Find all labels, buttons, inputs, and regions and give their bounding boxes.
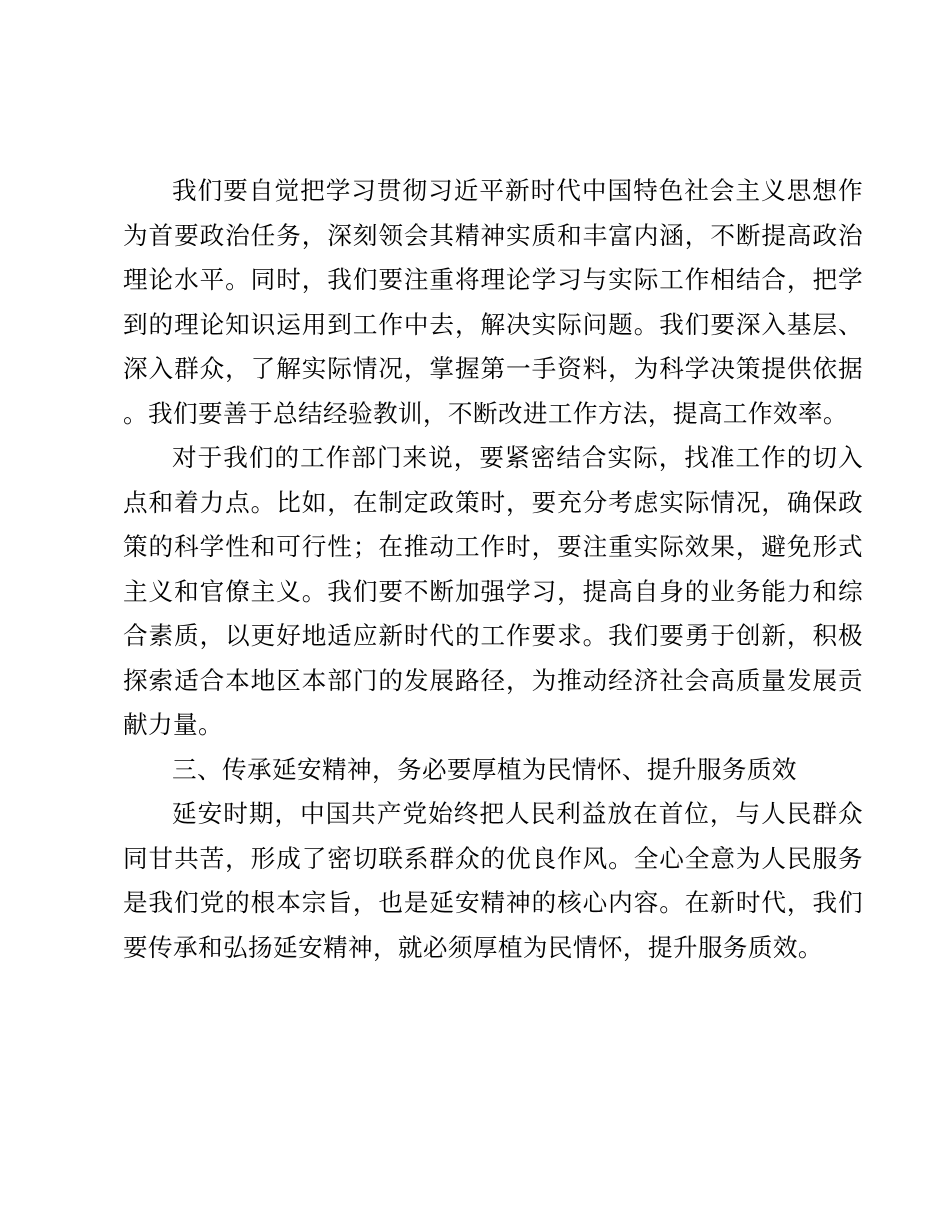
body-paragraph: 延安时期，中国共产党始终把人民利益放在首位，与人民群众同甘共苦，形成了密切联系群众的优良作风。全心全意为人民服务是我们党的根本宗旨，也是延安精神的核心内容。在新时代，我们要传承和弘扬延安精神，就必须厚植为民情怀，提升服务质效。: [123, 799, 863, 962]
body-paragraph: 对于我们的工作部门来说，要紧密结合实际，找准工作的切入点和着力点。比如，在制定政策时，要充分考虑实际情况，确保政策的科学性和可行性；在推动工作时，要注重实际效果，避免形式主义和官僚主义。我们要不断加强学习，提高自身的业务能力和综合素质，以更好地适应新时代的工作要求。我们要勇于创新，积极探索适合本地区本部门的发展路径，为推动经济社会高质量发展贡献力量。: [123, 443, 863, 739]
section-heading: 三、传承延安精神，务必要厚植为民情怀、提升服务质效: [172, 754, 797, 784]
body-paragraph: 我们要自觉把学习贯彻习近平新时代中国特色社会主义思想作为首要政治任务，深刻领会其精神实质和丰富内涵，不断提高政治理论水平。同时，我们要注重将理论学习与实际工作相结合，把学到的理论知识运用到工作中去，解决实际问题。我们要深入基层、深入群众，了解实际情况，掌握第一手资料，为科学决策提供依据。我们要善于总结经验教训，不断改进工作方法，提高工作效率。: [123, 176, 863, 428]
document-body: [123, 169, 863, 970]
